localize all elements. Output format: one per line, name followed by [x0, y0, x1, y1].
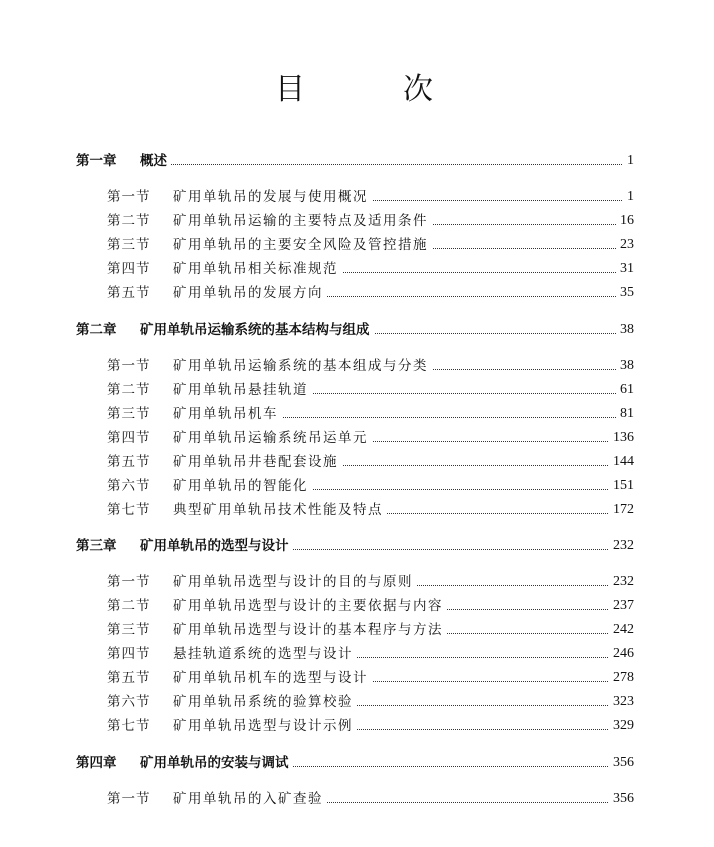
page-number: 38	[616, 320, 634, 340]
section-title: 矿用单轨吊系统的验算校验	[173, 692, 357, 712]
page-number: 81	[616, 404, 634, 424]
section-number: 第六节	[107, 478, 151, 494]
chapter-number: 第二章	[76, 322, 117, 338]
section-number: 第二节	[107, 598, 151, 614]
page-number: 278	[609, 668, 634, 688]
page-number: 144	[609, 452, 634, 472]
section-entry-3-3[interactable]	[0, 620, 714, 640]
section-number: 第三节	[107, 237, 151, 253]
section-number: 第一节	[107, 574, 151, 590]
chapter-number: 第一章	[76, 153, 117, 169]
section-title: 典型矿用单轨吊技术性能及特点	[173, 500, 387, 520]
page-number: 1	[623, 151, 634, 171]
section-number: 第四节	[107, 646, 151, 662]
page-number: 35	[616, 283, 634, 303]
section-number: 第五节	[107, 454, 151, 470]
page-number: 242	[609, 620, 634, 640]
section-number: 第一节	[107, 358, 151, 374]
page-number: 38	[616, 356, 634, 376]
chapter-number: 第三章	[76, 538, 117, 554]
chapter-title: 矿用单轨吊的选型与设计	[140, 536, 293, 556]
section-number: 第三节	[107, 406, 151, 422]
section-entry-4-1[interactable]	[0, 789, 714, 809]
page-number: 31	[616, 259, 634, 279]
section-title: 矿用单轨吊选型与设计的主要依据与内容	[173, 596, 447, 616]
section-title: 矿用单轨吊运输的主要特点及适用条件	[173, 211, 432, 231]
section-title: 矿用单轨吊机车	[173, 404, 282, 424]
section-entry-2-3[interactable]	[0, 404, 714, 424]
page-number: 16	[616, 211, 634, 231]
section-entry-3-2[interactable]	[0, 596, 714, 616]
section-number: 第四节	[107, 261, 151, 277]
section-number: 第七节	[107, 502, 151, 518]
page-number: 172	[609, 500, 634, 520]
page-number: 232	[609, 536, 634, 556]
section-number: 第七节	[107, 718, 151, 734]
page-number: 246	[609, 644, 634, 664]
section-title: 矿用单轨吊悬挂轨道	[173, 380, 312, 400]
section-title: 矿用单轨吊的主要安全风险及管控措施	[173, 235, 432, 255]
chapter-entry-1[interactable]	[0, 151, 714, 171]
page-number: 23	[616, 235, 634, 255]
page-number: 237	[609, 596, 634, 616]
section-title: 矿用单轨吊选型与设计示例	[173, 716, 357, 736]
section-entry-2-5[interactable]	[0, 452, 714, 472]
dot-leader	[140, 164, 634, 165]
page-number: 329	[609, 716, 634, 736]
section-number: 第五节	[107, 285, 151, 301]
title-char-2: 次	[403, 72, 433, 107]
section-number: 第二节	[107, 213, 151, 229]
section-entry-1-1[interactable]	[0, 187, 714, 207]
section-entry-3-1[interactable]	[0, 572, 714, 592]
section-title: 矿用单轨吊的智能化	[173, 476, 312, 496]
section-title: 矿用单轨吊相关标准规范	[173, 259, 342, 279]
section-entry-1-4[interactable]	[0, 259, 714, 279]
section-number: 第五节	[107, 670, 151, 686]
section-entry-3-4[interactable]	[0, 644, 714, 664]
section-number: 第二节	[107, 382, 151, 398]
section-number: 第六节	[107, 694, 151, 710]
section-number: 第三节	[107, 622, 151, 638]
section-number: 第一节	[107, 189, 151, 205]
page-number: 151	[609, 476, 634, 496]
section-entry-2-1[interactable]	[0, 356, 714, 376]
section-entry-1-5[interactable]	[0, 283, 714, 303]
chapter-title: 矿用单轨吊的安装与调试	[140, 753, 293, 773]
section-title: 悬挂轨道系统的选型与设计	[173, 644, 357, 664]
section-title: 矿用单轨吊的发展方向	[173, 283, 327, 303]
section-entry-3-5[interactable]	[0, 668, 714, 688]
section-title: 矿用单轨吊井巷配套设施	[173, 452, 342, 472]
section-number: 第四节	[107, 430, 151, 446]
section-title: 矿用单轨吊选型与设计的基本程序与方法	[173, 620, 447, 640]
section-entry-3-6[interactable]	[0, 692, 714, 712]
section-entry-2-2[interactable]	[0, 380, 714, 400]
section-entry-1-2[interactable]	[0, 211, 714, 231]
chapter-title: 概述	[140, 151, 171, 171]
section-number: 第一节	[107, 791, 151, 807]
section-title: 矿用单轨吊的入矿查验	[173, 789, 327, 809]
page-number: 323	[609, 692, 634, 712]
section-title: 矿用单轨吊的发展与使用概况	[173, 187, 372, 207]
section-title: 矿用单轨吊运输系统吊运单元	[173, 428, 372, 448]
section-entry-2-4[interactable]	[0, 428, 714, 448]
page-title	[0, 70, 714, 110]
page-number: 1	[623, 187, 634, 207]
page-number: 136	[609, 428, 634, 448]
page-number: 356	[609, 789, 634, 809]
chapter-title: 矿用单轨吊运输系统的基本结构与组成	[140, 320, 374, 340]
chapter-entry-4[interactable]	[0, 753, 714, 773]
section-entry-1-3[interactable]	[0, 235, 714, 255]
page-number: 356	[609, 753, 634, 773]
title-char-1: 目	[275, 72, 305, 107]
chapter-entry-2[interactable]	[0, 320, 714, 340]
page-number: 232	[609, 572, 634, 592]
section-entry-2-6[interactable]	[0, 476, 714, 496]
chapter-entry-3[interactable]	[0, 536, 714, 556]
page-number: 61	[616, 380, 634, 400]
section-title: 矿用单轨吊选型与设计的目的与原则	[173, 572, 417, 592]
chapter-number: 第四章	[76, 755, 117, 771]
section-title: 矿用单轨吊运输系统的基本组成与分类	[173, 356, 432, 376]
section-entry-2-7[interactable]	[0, 500, 714, 520]
section-entry-3-7[interactable]	[0, 716, 714, 736]
section-title: 矿用单轨吊机车的选型与设计	[173, 668, 372, 688]
